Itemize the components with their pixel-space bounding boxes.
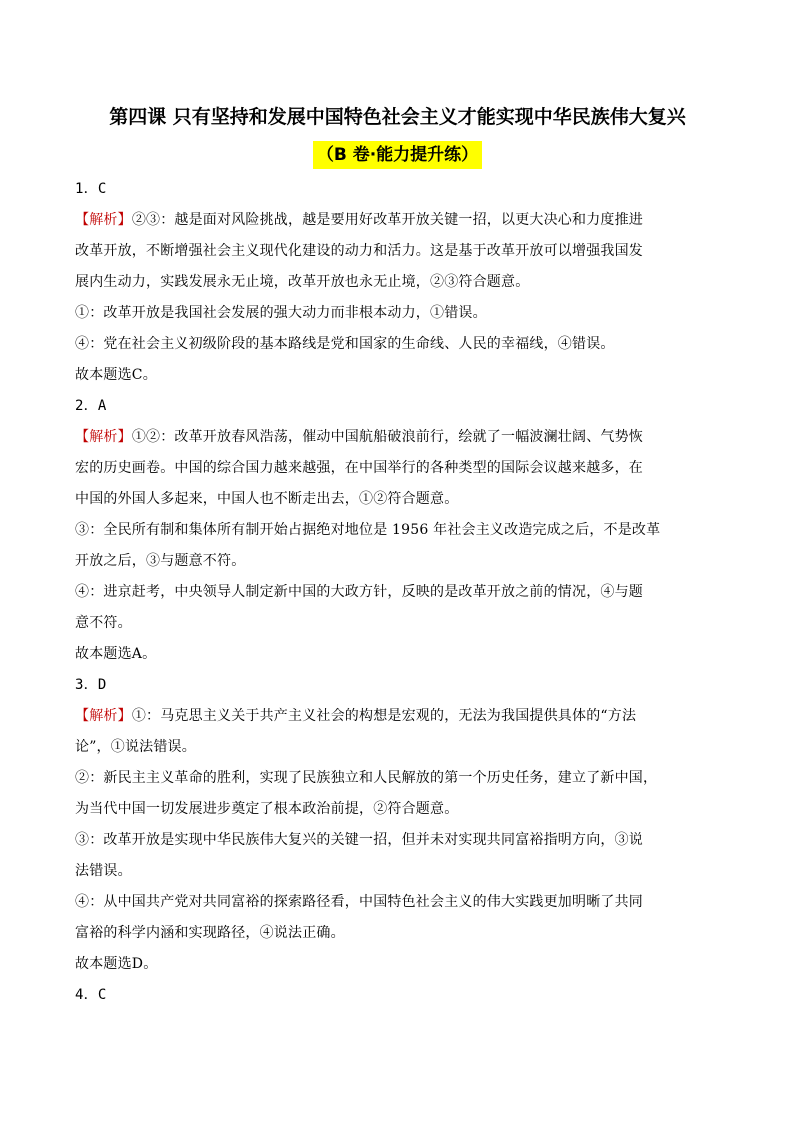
question-2-analysis-line-6: ④：进京赶考，中央领导人制定新中国的大政方针，反映的是改革开放之前的情况，④与题 (75, 584, 643, 600)
question-3-analysis-line-6: 法错误。 (75, 863, 132, 879)
question-1-text-1: ②③：越是面对风险挑战，越是要用好改革开放关键一招，以更大决心和力度推进 (131, 212, 644, 228)
question-2-text-1: ①②：改革开放春风浩荡，催动中国航船破浪前行，绘就了一幅波澜壮阔、气势恢 (131, 429, 644, 445)
question-2-conclusion: 故本题选A。 (75, 646, 157, 662)
question-1-analysis-line-3: 展内生动力，实践发展永无止境，改革开放也永无止境，②③符合题意。 (75, 274, 530, 290)
analysis-tag: 【解析】 (75, 429, 132, 445)
question-2-number: 2．A (75, 398, 107, 414)
question-2-analysis-line-4: ③：全民所有制和集体所有制开始占据绝对地位是 1956 年社会主义改造完成之后，不是改革 (75, 522, 661, 538)
question-4-number: 4．C (75, 987, 107, 1003)
question-2-analysis-line-1 (75, 422, 720, 453)
question-3-analysis-line-8: 富裕的科学内涵和实现路径，④说法正确。 (75, 925, 345, 941)
question-1-analysis-line-2: 改革开放，不断增强社会主义现代化建设的动力和活力。这是基于改革开放可以增强我国发 (75, 243, 643, 259)
question-3-analysis-line-7: ④：从中国共产党对共同富裕的探索路径看，中国特色社会主义的伟大实践更加明晰了共同 (75, 894, 643, 910)
question-1-analysis-line-4: ①：改革开放是我国社会发展的强大动力而非根本动力，①错误。 (75, 305, 487, 321)
question-2-analysis-line-2: 宏的历史画卷。中国的综合国力越来越强，在中国举行的各种类型的国际会议越来越多，在 (75, 460, 643, 476)
analysis-tag: 【解析】 (75, 708, 132, 724)
question-3-text-1: ①：马克思主义关于共产主义社会的构想是宏观的，无法为我国提供具体的“方法 (131, 708, 637, 724)
question-2-analysis-line-7: 意不符。 (75, 615, 132, 631)
question-1-analysis-line-1 (75, 205, 720, 236)
question-1-conclusion: 故本题选C。 (75, 367, 157, 383)
question-1-analysis-line-5: ④：党在社会主义初级阶段的基本路线是党和国家的生命线、人民的幸福线，④错误。 (75, 336, 615, 352)
question-1-number: 1．C (75, 181, 107, 197)
question-2-analysis-line-5: 开放之后，③与题意不符。 (75, 553, 246, 569)
question-3-conclusion: 故本题选D。 (75, 956, 158, 972)
analysis-tag: 【解析】 (75, 212, 132, 228)
question-3-analysis-line-1 (75, 701, 720, 732)
page-subtitle: （B 卷·能力提升练） (313, 141, 482, 169)
subtitle-wrap (75, 140, 720, 170)
document-page (75, 100, 720, 1011)
question-2-analysis-line-3: 中国的外国人多起来，中国人也不断走出去，①②符合题意。 (75, 491, 459, 507)
question-3-analysis-line-3: ②：新民主主义革命的胜利，实现了民族独立和人民解放的第一个历史任务，建立了新中国， (75, 770, 658, 786)
page-title: 第四课 只有坚持和发展中国特色社会主义才能实现中华民族伟大复兴 (109, 106, 686, 128)
question-3-number: 3．D (75, 677, 107, 693)
question-3-analysis-line-2: 论”，①说法错误。 (75, 739, 196, 755)
question-3-analysis-line-5: ③：改革开放是实现中华民族伟大复兴的关键一招，但并未对实现共同富裕指明方向，③说 (75, 832, 643, 848)
question-3-analysis-line-4: 为当代中国一切发展进步奠定了根本政治前提，②符合题意。 (75, 801, 459, 817)
